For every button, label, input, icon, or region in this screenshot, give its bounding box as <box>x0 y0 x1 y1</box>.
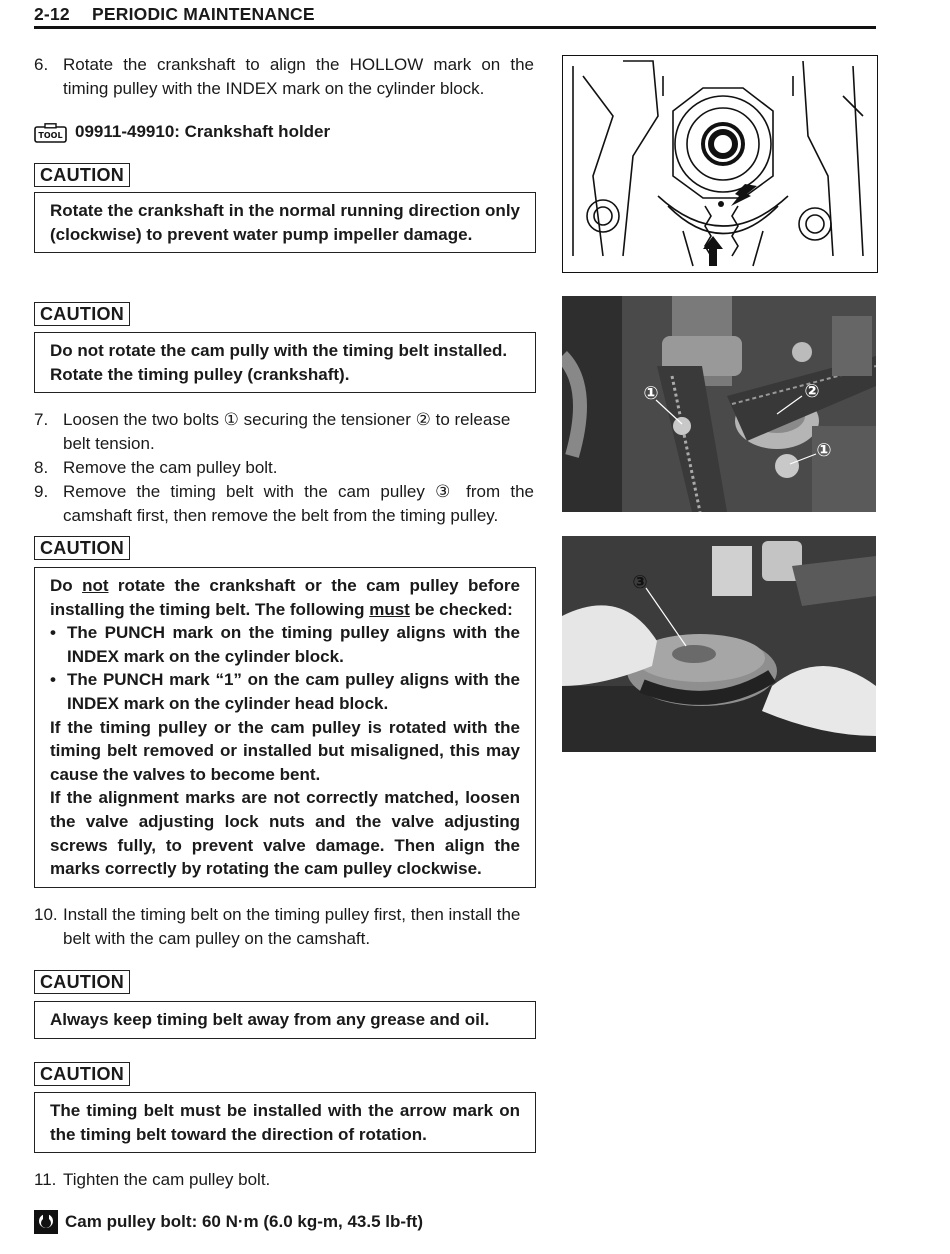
caution-text: Always keep timing belt away from any grease and oil. <box>50 1010 490 1029</box>
caution-text: Do not rotate the cam pully with the timing belt installed. Rotate the timing pulley (crankshaft). <box>50 341 508 384</box>
caution-label: CAUTION <box>34 536 130 560</box>
torque-wrench-icon <box>34 1210 58 1234</box>
callout-3: ③ <box>435 482 456 501</box>
figure-cam-pulley-photo <box>562 536 876 752</box>
step-8 <box>34 456 534 480</box>
caution-box-5 <box>34 1092 536 1153</box>
torque-text: Cam pulley bolt: 60 N·m (6.0 kg-m, 43.5 lb-ft) <box>65 1212 424 1231</box>
step-9 <box>34 480 534 528</box>
step-7 <box>34 408 534 456</box>
caution-box-4 <box>34 1001 536 1039</box>
step-text: Rotate the crankshaft to align the HOLLOW mark on the timing pulley with the INDEX mark on the cylinder block. <box>63 55 534 98</box>
arrow-mark <box>731 184 757 206</box>
section-title: PERIODIC MAINTENANCE <box>92 4 315 24</box>
figure-timing-pulley-diagram <box>562 55 878 273</box>
caution-label: CAUTION <box>34 1062 130 1086</box>
page-header <box>34 2 876 29</box>
callout-2: ② <box>804 381 820 402</box>
callout-2: ② <box>415 410 431 429</box>
step-text: Tighten the cam pulley bolt. <box>63 1170 271 1189</box>
callout-1: ① <box>643 383 659 404</box>
tool-icon <box>34 123 67 143</box>
caution-box-3 <box>34 567 536 888</box>
step-10 <box>34 903 534 951</box>
caution-box-1 <box>34 192 536 253</box>
step-number: 11. <box>34 1170 57 1189</box>
callout-1: ① <box>223 410 239 429</box>
caution-label: CAUTION <box>34 163 130 187</box>
figure-tensioner-photo <box>562 296 876 512</box>
page-number: 2-12 <box>34 4 70 24</box>
step-11 <box>34 1168 534 1192</box>
tensioner-photo <box>562 296 876 512</box>
caution-label: CAUTION <box>34 302 130 326</box>
caution-bullet: • The PUNCH mark on the timing pulley aligns with the INDEX mark on the cylinder block. <box>50 623 520 666</box>
step-number: 8. <box>34 458 49 477</box>
caution-label: CAUTION <box>34 970 130 994</box>
svg-text:TOOL: TOOL <box>38 131 63 140</box>
step-number: 10. <box>34 905 58 924</box>
callout-3: ③ <box>632 572 648 593</box>
caution-text: If the alignment marks are not correctly matched, loosen the valve adjusting lock nuts and the valve adjusting screws fully, to prevent valve damage. Then align the marks correctly by rotating the cam pulley clockwise. <box>50 788 520 879</box>
timing-pulley-drawing <box>563 56 877 272</box>
step-number: 9. <box>34 482 49 501</box>
step-6 <box>34 53 534 101</box>
tool-text: 09911-49910: Crankshaft holder <box>75 122 331 141</box>
step-text: Loosen the two bolts ① securing the tensioner ② to release belt tension. <box>63 410 511 453</box>
step-number: 6. <box>34 55 49 74</box>
caution-box-2 <box>34 332 536 393</box>
caution-text: If the timing pulley or the cam pulley is rotated with the timing belt removed or installed but misaligned, this may cause the valves to become bent. <box>50 717 520 784</box>
step-text: Remove the timing belt with the cam pulley ③ from the camshaft first, then remove the belt from the timing pulley. <box>63 482 534 525</box>
caution-bullet: • The PUNCH mark “1” on the cam pulley aligns with the INDEX mark on the cylinder head block. <box>50 670 520 713</box>
callout-1: ① <box>816 440 832 461</box>
step-text: Remove the cam pulley bolt. <box>63 458 278 477</box>
step-text: Install the timing belt on the timing pulley first, then install the belt with the cam pulley on the camshaft. <box>63 905 521 948</box>
step-number: 7. <box>34 410 49 429</box>
cam-pulley-photo <box>562 536 876 752</box>
caution-text: Do not rotate the crankshaft or the cam pulley before installing the timing belt. The following must be checked: <box>50 576 520 619</box>
caution-text: Rotate the crankshaft in the normal running direction only (clockwise) to prevent water pump impeller damage. <box>50 201 520 244</box>
caution-text: The timing belt must be installed with the arrow mark on the timing belt toward the direction of rotation. <box>50 1101 520 1144</box>
index-arrow <box>703 236 723 266</box>
